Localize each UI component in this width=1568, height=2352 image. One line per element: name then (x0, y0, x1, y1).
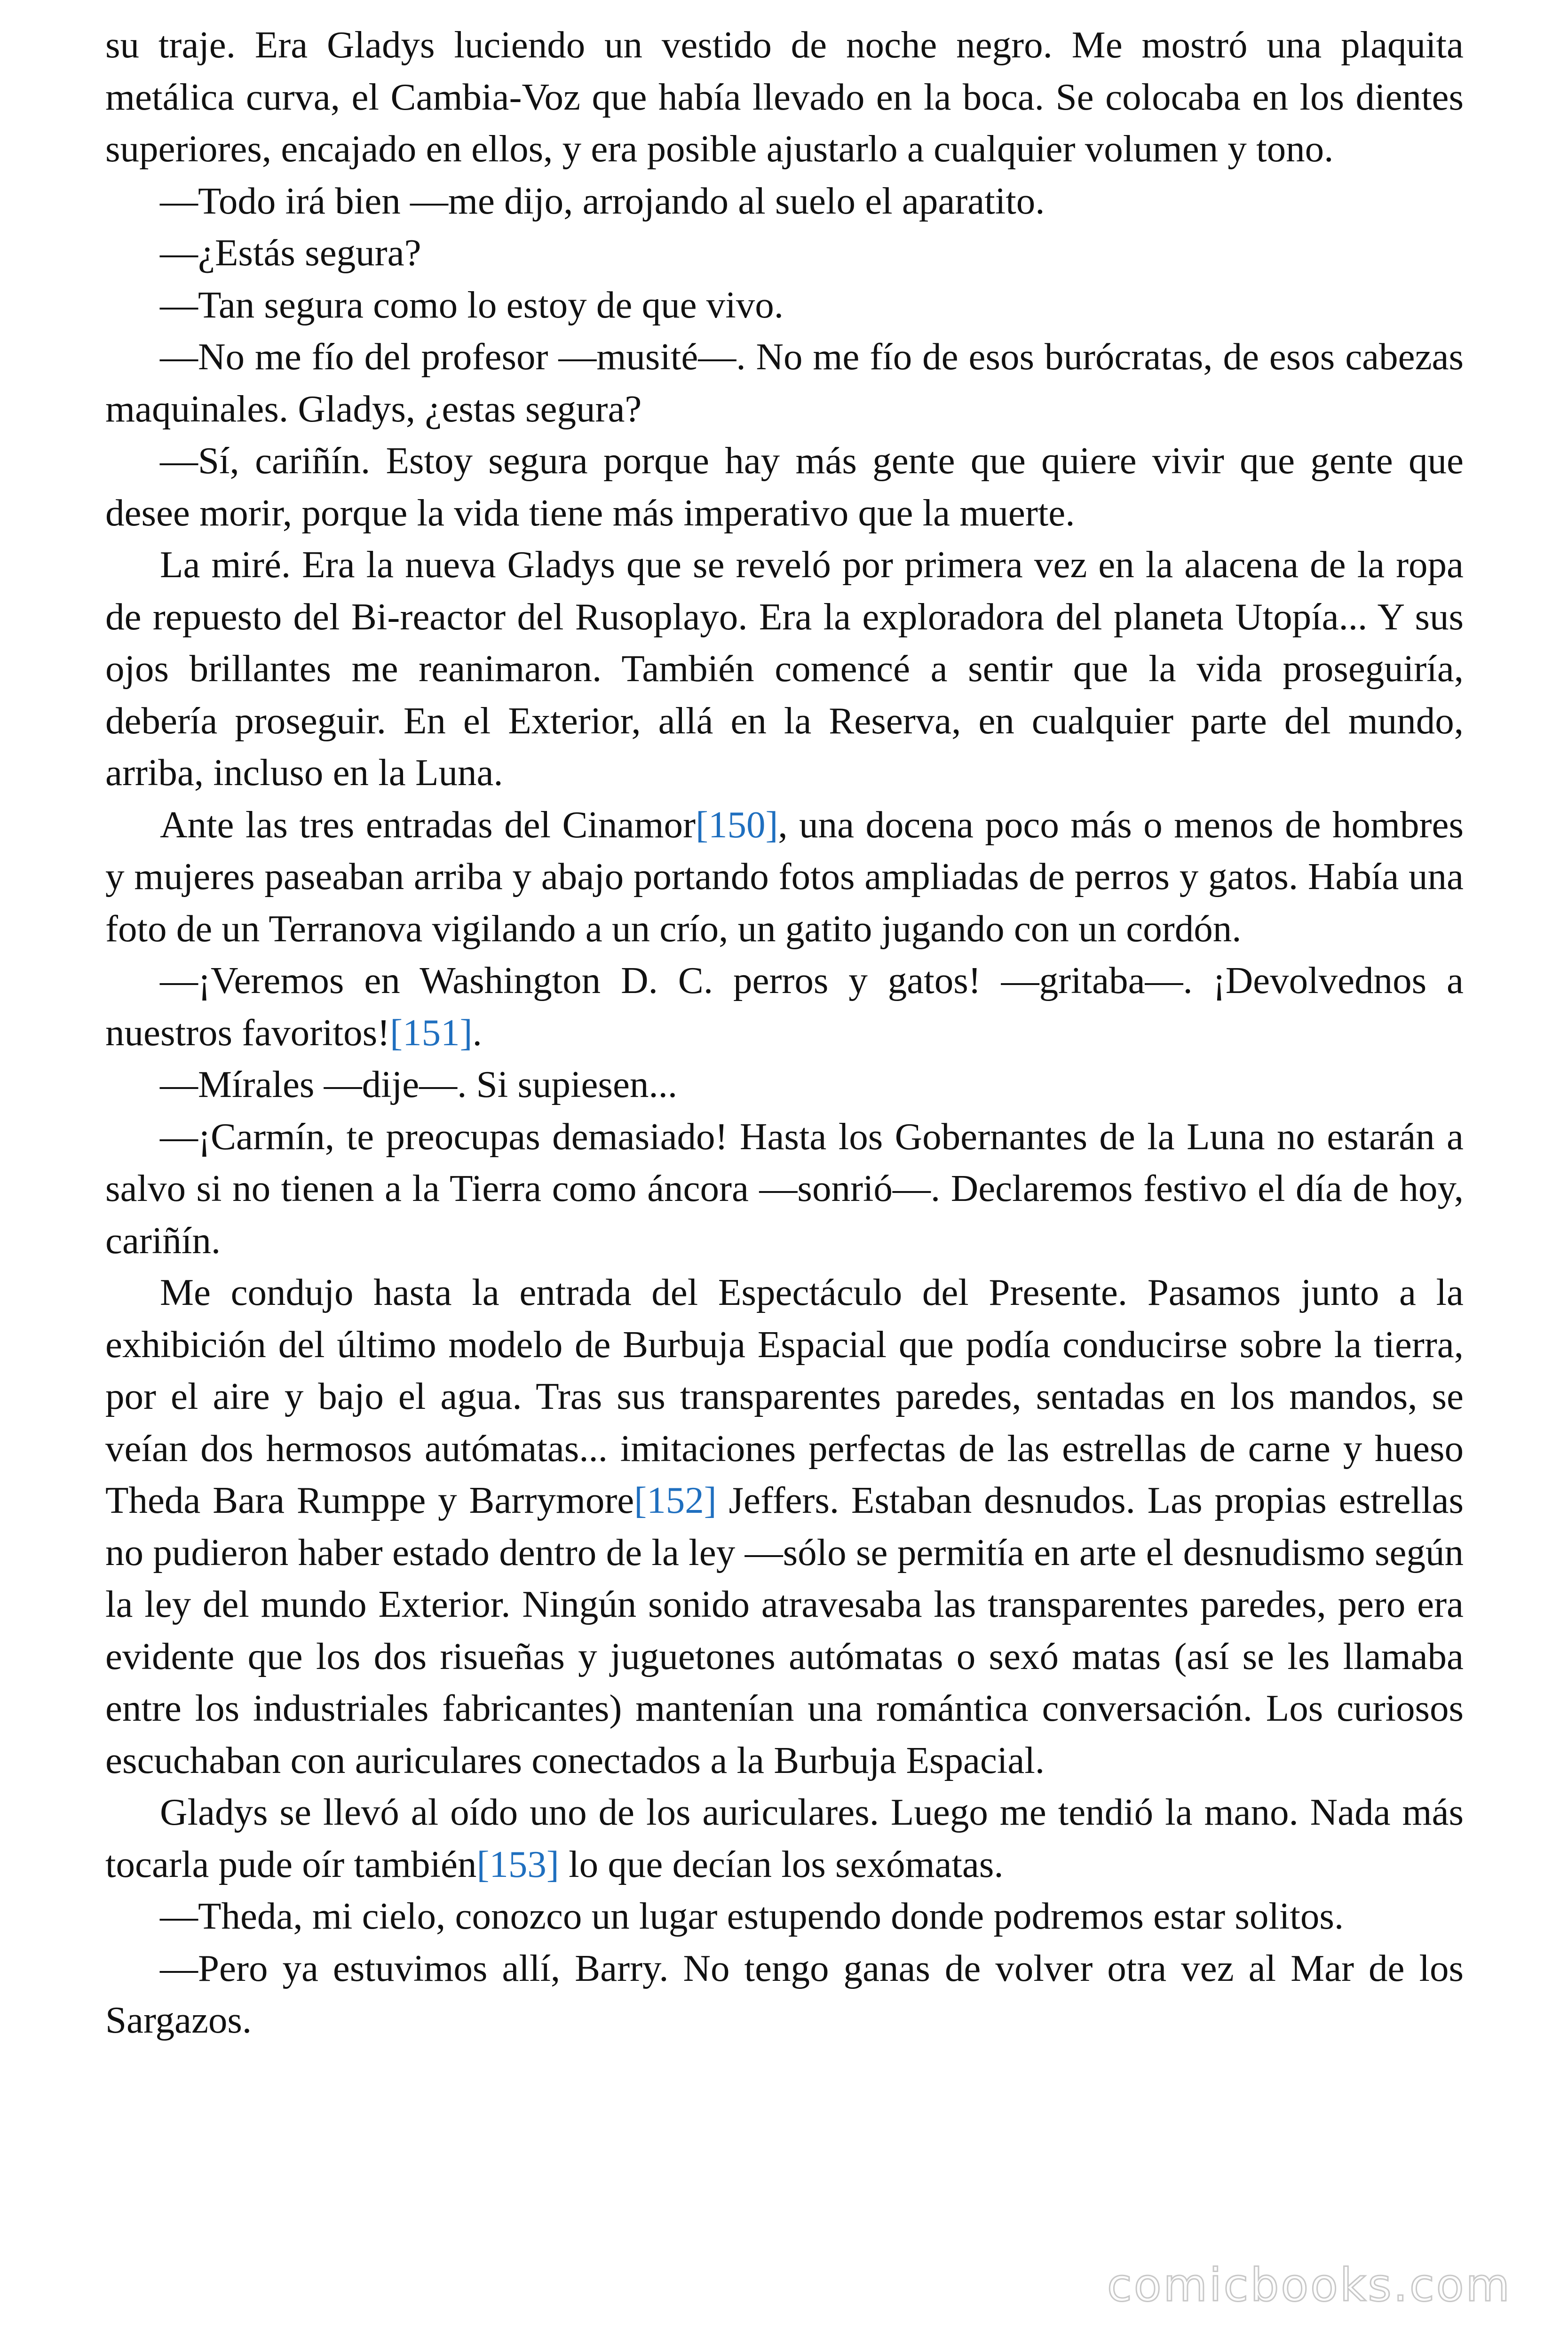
paragraph (105, 1786, 1464, 1890)
footnote-link-153[interactable]: [153] (476, 1843, 559, 1885)
text-segment: —Sí, cariñín. Estoy segura porque hay más gente que quiere vivir que gente que desee morir, porque la vida tiene más imperativo que la muerte. (105, 439, 1464, 534)
paragraph (105, 1266, 1464, 1786)
paragraph (105, 1111, 1464, 1267)
text-segment: —¡Carmín, te preocupas demasiado! Hasta los Gobernantes de la Luna no estarán a salvo si no tienen a la Tierra como áncora —sonrió—. Declaremos festivo el día de hoy, cariñín. (105, 1115, 1464, 1262)
text-segment: —¿Estás segura? (160, 231, 421, 274)
paragraph (105, 1890, 1464, 1942)
paragraph (105, 175, 1464, 227)
paragraph (105, 1058, 1464, 1111)
text-segment: —Pero ya estuvimos allí, Barry. No tengo ganas de volver otra vez al Mar de los Sargazos. (105, 1947, 1464, 2041)
paragraph (105, 954, 1464, 1058)
text-segment: —Mírales —dije—. Si supiesen... (160, 1063, 678, 1105)
text-segment: Gladys se llevó al oído uno de los auriculares. Luego me tendió la mano. Nada más tocarla pude oír también (105, 1791, 1464, 1885)
text-segment: —Theda, mi cielo, conozco un lugar estupendo donde podremos estar solitos. (160, 1895, 1344, 1937)
paragraph (105, 19, 1464, 175)
text-segment: Jeffers. Estaban desnudos. Las propias estrellas no pudieron haber estado dentro de la ley —sólo se permitía en arte el desnudismo según la ley del mundo Exterior. Ningún sonido atravesaba las transparentes paredes, pero era evidente que los dos risueñas y juguetones autómatas o sexó matas (así se les llamaba entre los industriales fabricantes) mantenían una romántica conversación. Los curiosos escuchaban con auriculares conectados a la Burbuja Espacial. (105, 1479, 1464, 1781)
text-segment: —¡Veremos en Washington D. C. perros y gatos! —gritaba—. ¡Devolvednos a nuestros favoritos! (105, 959, 1464, 1054)
paragraph (105, 279, 1464, 331)
footnote-link-152[interactable]: [152] (634, 1479, 717, 1521)
paragraph (105, 1942, 1464, 2046)
watermark: comicbooks.com (1107, 2259, 1512, 2312)
paragraph (105, 227, 1464, 279)
text-segment: Ante las tres entradas del Cinamor (160, 803, 696, 846)
text-segment: . (472, 1011, 482, 1054)
paragraph (105, 799, 1464, 955)
text-segment: La miré. Era la nueva Gladys que se reveló por primera vez en la alacena de la ropa de repuesto del Bi-reactor del Rusoplayo. Era la exploradora del planeta Utopía... Y sus ojos brillantes me reanimaron. También comencé a sentir que la vida proseguiría, debería proseguir. En el Exterior, allá en la Reserva, en cualquier parte del mundo, arriba, incluso en la Luna. (105, 543, 1464, 794)
footnote-link-151[interactable]: [151] (390, 1011, 473, 1054)
text-segment: , una docena poco más o menos de hombres y mujeres paseaban arriba y abajo portando fotos ampliadas de perros y gatos. Había una foto de un Terranova vigilando a un crío, un gatito jugando con un cordón. (105, 803, 1464, 950)
text-segment: —No me fío del profesor —musité—. No me fío de esos burócratas, de esos cabezas maquinales. Gladys, ¿estas segura? (105, 335, 1464, 430)
text-segment: —Todo irá bien —me dijo, arrojando al suelo el aparatito. (160, 179, 1045, 222)
text-segment: —Tan segura como lo estoy de que vivo. (160, 283, 784, 326)
paragraph (105, 435, 1464, 539)
footnote-link-150[interactable]: [150] (695, 803, 778, 846)
paragraph (105, 539, 1464, 799)
text-segment: lo que decían los sexómatas. (559, 1843, 1004, 1885)
text-segment: Me condujo hasta la entrada del Espectáculo del Presente. Pasamos junto a la exhibición del último modelo de Burbuja Espacial que podía conducirse sobre la tierra, por el aire y bajo el agua. Tras sus transparentes paredes, sentadas en los mandos, se veían dos hermosos autómatas... imitaciones perfectas de las estrellas de carne y hueso Theda Bara Rumppe y Barrymore (105, 1271, 1464, 1521)
book-page (105, 19, 1464, 2046)
text-segment: su traje. Era Gladys luciendo un vestido de noche negro. Me mostró una plaquita metálica curva, el Cambia-Voz que había llevado en la boca. Se colocaba en los dientes superiores, encajado en ellos, y era posible ajustarlo a cualquier volumen y tono. (105, 24, 1464, 170)
paragraph (105, 331, 1464, 435)
